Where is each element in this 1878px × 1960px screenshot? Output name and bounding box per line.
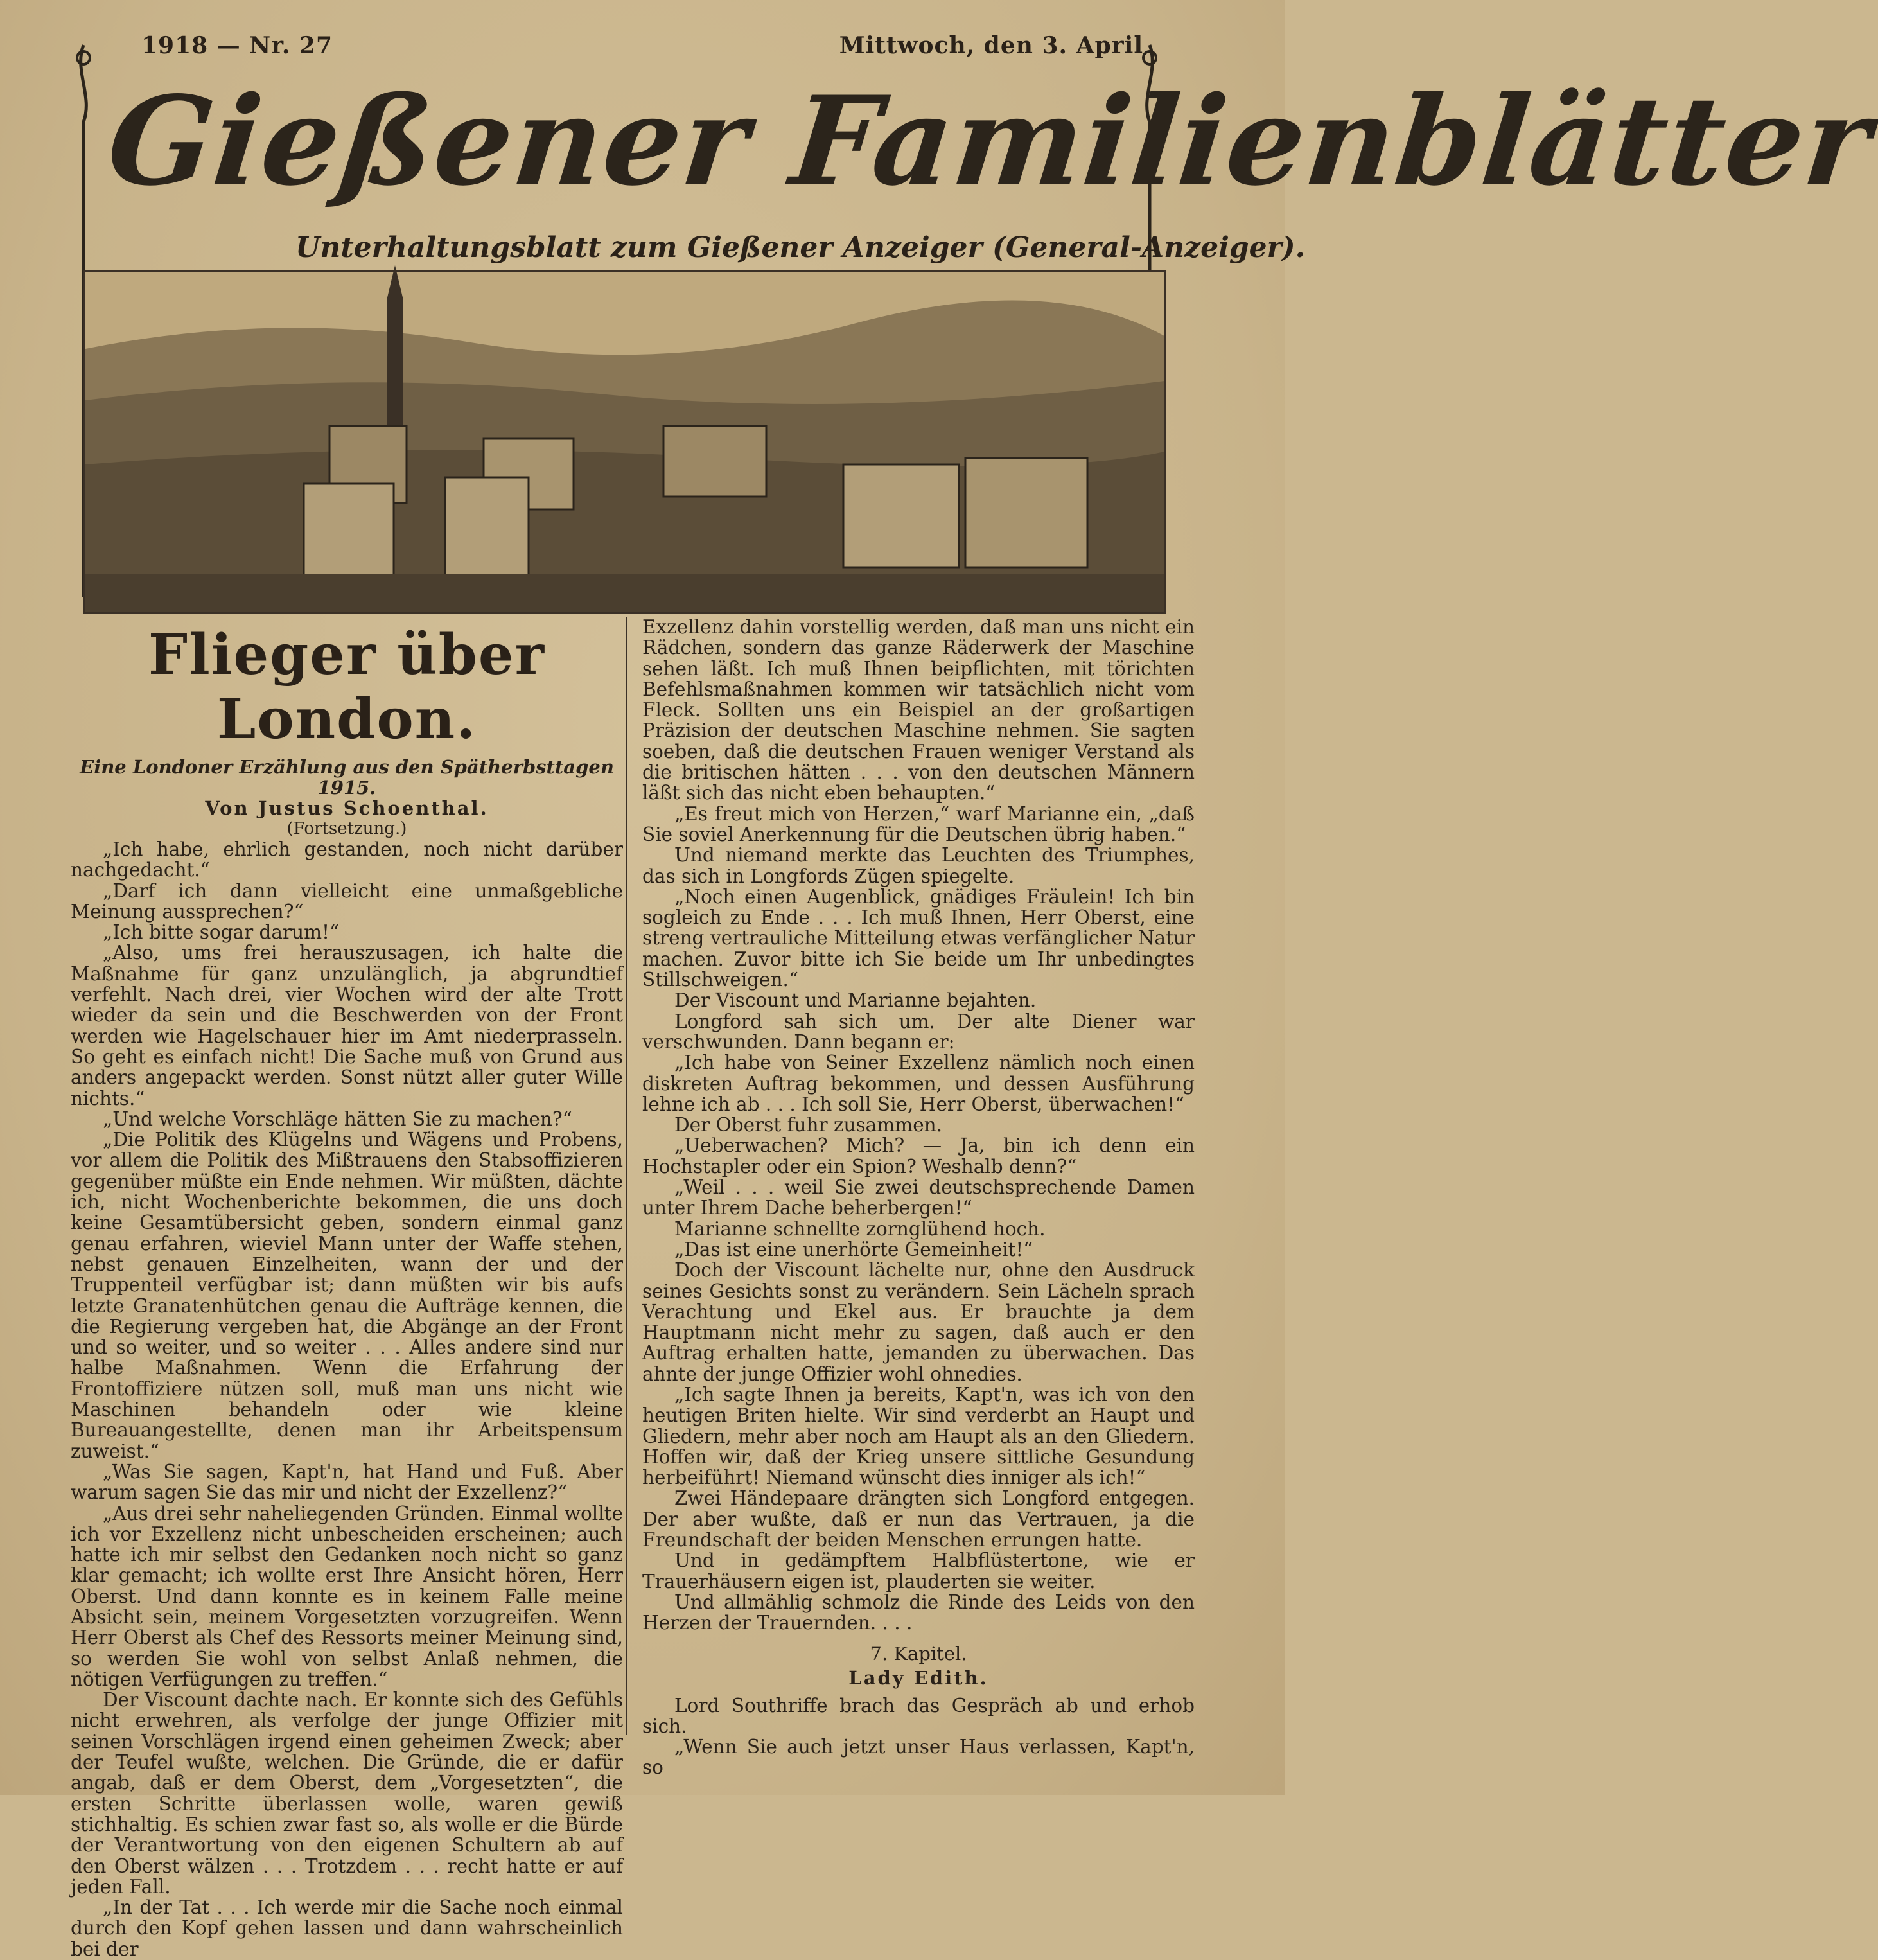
column-left: [71, 617, 623, 1959]
article-title: Flieger über London.: [148, 622, 545, 752]
chapter-number: 7. Kapitel.: [870, 1642, 967, 1664]
paragraph: Longford sah sich um. Der alte Diener war verschwunden. Dann begann er:: [642, 1010, 1195, 1053]
issue-number: 1918 — Nr. 27: [141, 32, 333, 59]
continuation-note: (Fortsetzung.): [286, 819, 407, 838]
paragraph: „Ich habe von Seiner Exzellenz nämlich noch einen diskreten Auftrag bekommen, und dessen Ausführung lehne ich ab . . . Ich soll Sie, Herr Oberst, überwachen!“: [642, 1052, 1195, 1115]
paragraph: Der Oberst fuhr zusammen.: [674, 1114, 943, 1136]
article-byline: Von Justus Schoenthal.: [205, 797, 489, 819]
paragraph: „Wenn Sie auch jetzt unser Haus verlassen, Kapt'n, so: [642, 1736, 1195, 1779]
paragraph: Und niemand merkte das Leuchten des Triumphes, das sich in Longfords Zügen spiegelte.: [642, 844, 1195, 887]
paragraph: „Ich sagte Ihnen ja bereits, Kapt'n, was ich von den heutigen Briten hielte. Wir sind verderbt an Haupt und Gliedern, mehr aber noch am Haupt als an den Gliedern. Hoffen wir, daß der Krieg unsere sittliche Gesundung herbeiführt! Niemand wünscht dies inniger als ich!“: [642, 1383, 1195, 1489]
paragraph: „Noch einen Augenblick, gnädiges Fräulein! Ich bin sogleich zu Ende . . . Ich muß Ihnen, Herr Oberst, eine streng vertrauliche Mitteilung etwas verfänglicher Natur machen. Zuvor bitte ich Sie beide um Ihr unbedingtes Stillschweigen.“: [642, 885, 1195, 991]
brand-block: [101, 69, 1878, 264]
paragraph: Und in gedämpftem Halbflüstertone, wie er Trauerhäusern eigen ist, plauderten sie weiter.: [642, 1549, 1195, 1593]
masthead: [71, 19, 1878, 610]
paragraph: „Aus drei sehr naheliegenden Gründen. Einmal wollte ich vor Exzellenz nicht unbescheiden erscheinen; auch hatte ich mir selbst den Gedanken noch nicht so ganz klar gemacht; ich wollte erst Ihre Ansicht hören, Herr Oberst. Und dann konnte es in keinem Falle meine Absicht sein, meinem Vorgesetzten vorzugreifen. Wenn Herr Oberst als Chef des Ressorts meiner Meinung sind, so werden Sie wohl von selbst Anlaß nehmen, die nötigen Verfügungen zu treffen.“: [71, 1502, 623, 1690]
column-right: [642, 617, 1195, 1778]
paragraph: Der Viscount dachte nach. Er konnte sich des Gefühls nicht erwehren, als verfolge der junge Offizier mit seinen Vorschlägen irgend einen geheimen Zweck; aber der Teufel wußte, welchen. Die Gründe, die er dafür angab, daß er dem Oberst, dem „Vorgesetzten“, die ersten Schritte überlassen wolle, waren gewiß stichhaltig. Es schien zwar fast so, als wolle er die Bürde der Verantwortung von den eigenen Schultern ab auf den Oberst wälzen . . . Trotzdem . . . recht hatte er auf jeden Fall.: [71, 1689, 623, 1898]
chapter-title: Lady Edith.: [848, 1666, 988, 1689]
paragraph: „Also, ums frei herauszusagen, ich halte die Maßnahme für ganz unzulänglich, ja abgrundtief verfehlt. Nach drei, vier Wochen wird der alte Trott wieder da sein und die Beschwerden von der Front werden wie Hagelschauer hier im Amt niederprasseln. So geht es einfach nicht! Die Sache muß von Grund aus anders angepackt werden. Sonst nützt aller guter Wille nichts.“: [71, 942, 623, 1109]
newspaper-subtitle: Unterhaltungsblatt zum Gießener Anzeiger (General-Anzeiger).: [295, 231, 1305, 264]
paragraph: „Ich bitte sogar darum!“: [103, 921, 340, 944]
paragraph: Doch der Viscount lächelte nur, ohne den Ausdruck seines Gesichts sonst zu verändern. Sein Lächeln sprach Verachtung und Ekel aus. Er brauchte ja dem Hauptmann nicht mehr zu sagen, daß auch er den Auftrag erhalten hatte, jemanden zu überwachen. Das ahnte der junge Offizier wohl ohnedies.: [642, 1259, 1195, 1385]
paragraph: „Ich habe, ehrlich gestanden, noch nicht darüber nachgedacht.“: [71, 838, 623, 881]
paragraph: „Weil . . . weil Sie zwei deutschsprechende Damen unter Ihrem Dache beherbergen!“: [642, 1176, 1195, 1219]
paragraph: „Und welche Vorschläge hätten Sie zu machen?“: [103, 1108, 572, 1130]
column-divider: [626, 617, 627, 1735]
paragraph: „Das ist eine unerhörte Gemeinheit!“: [674, 1238, 1033, 1260]
paragraph: „Es freut mich von Herzen,“ warf Marianne ein, „daß Sie soviel Anerkennung für die Deutschen übrig haben.“: [642, 802, 1195, 845]
paragraph: Marianne schnellte zornglühend hoch.: [674, 1217, 1046, 1240]
paragraph: Lord Southriffe brach das Gespräch ab und erhob sich.: [642, 1694, 1195, 1737]
town-illustration: [83, 270, 1166, 614]
paragraph: „Ueberwachen? Mich? — Ja, bin ich denn ein Hochstapler oder ein Spion? Weshalb denn?“: [642, 1135, 1195, 1178]
issue-date: Mittwoch, den 3. April: [839, 32, 1143, 59]
paragraph: Exzellenz dahin vorstellig werden, daß man uns nicht ein Rädchen, sondern das ganze Räderwerk der Maschine sehen läßt. Ich muß Ihnen beipflichten, mit törichten Befehlsmaßnahmen kommen wir tatsächlich nicht vom Fleck. Sollten uns ein Beispiel an der großartigen Präzision der deutschen Maschine nehmen. Sie sagten soeben, daß die deutschen Frauen weniger Verstand als die britischen hätten . . . von den deutschen Männern läßt sich das nicht eben behaupten.“: [642, 616, 1195, 804]
paragraph: „Die Politik des Klügelns und Wägens und Probens, vor allem die Politik des Mißtrauens den Stabsoffizieren gegenüber müßte ein Ende nehmen. Wir müßten, dächte ich, nicht Wochenberichte bekommen, die uns doch keine Gesamtübersicht geben, sondern einmal ganz genau erfahren, wieviel Mann unter der Waffe stehen, nebst genauen Einzelheiten, wann der und der Truppenteil verfügbar ist; dann müßten wir bis aufs letzte Granatenhütchen genau die Aufträge kennen, die die Regierung vergeben hat, die Abgänge an der Front und so weiter, und so weiter . . . Alles andere sind nur halbe Maßnahmen. Wenn die Erfahrung der Frontoffiziere nützen soll, muß man uns nicht wie Maschinen behandeln oder wie kleine Bureauangestellte, denen man ihr Arbeitspensum zuweist.“: [71, 1129, 623, 1462]
newspaper-title: Gießener Familienblätter: [101, 69, 1878, 213]
paragraph: „In der Tat . . . Ich werde mir die Sache noch einmal durch den Kopf gehen lassen und dann wahrscheinlich bei der: [71, 1896, 623, 1960]
paragraph: „Was Sie sagen, Kapt'n, hat Hand und Fuß. Aber warum sagen Sie das mir und nicht der Exzellenz?“: [71, 1460, 623, 1504]
article-subtitle: Eine Londoner Erzählung aus den Spätherbsttagen 1915.: [80, 756, 614, 799]
paragraph: Zwei Händepaare drängten sich Longford entgegen. Der aber wußte, daß er nun das Vertrauen, ja die Freundschaft der beiden Menschen errungen hatte.: [642, 1487, 1195, 1551]
paragraph: Und allmählig schmolz die Rinde des Leids von den Herzen der Trauernden. . . .: [642, 1591, 1195, 1634]
town-panorama-icon: [85, 272, 1164, 612]
paragraph: „Darf ich dann vielleicht eine unmaßgebliche Meinung aussprechen?“: [71, 879, 623, 923]
paragraph: Der Viscount und Marianne bejahten.: [674, 989, 1037, 1012]
